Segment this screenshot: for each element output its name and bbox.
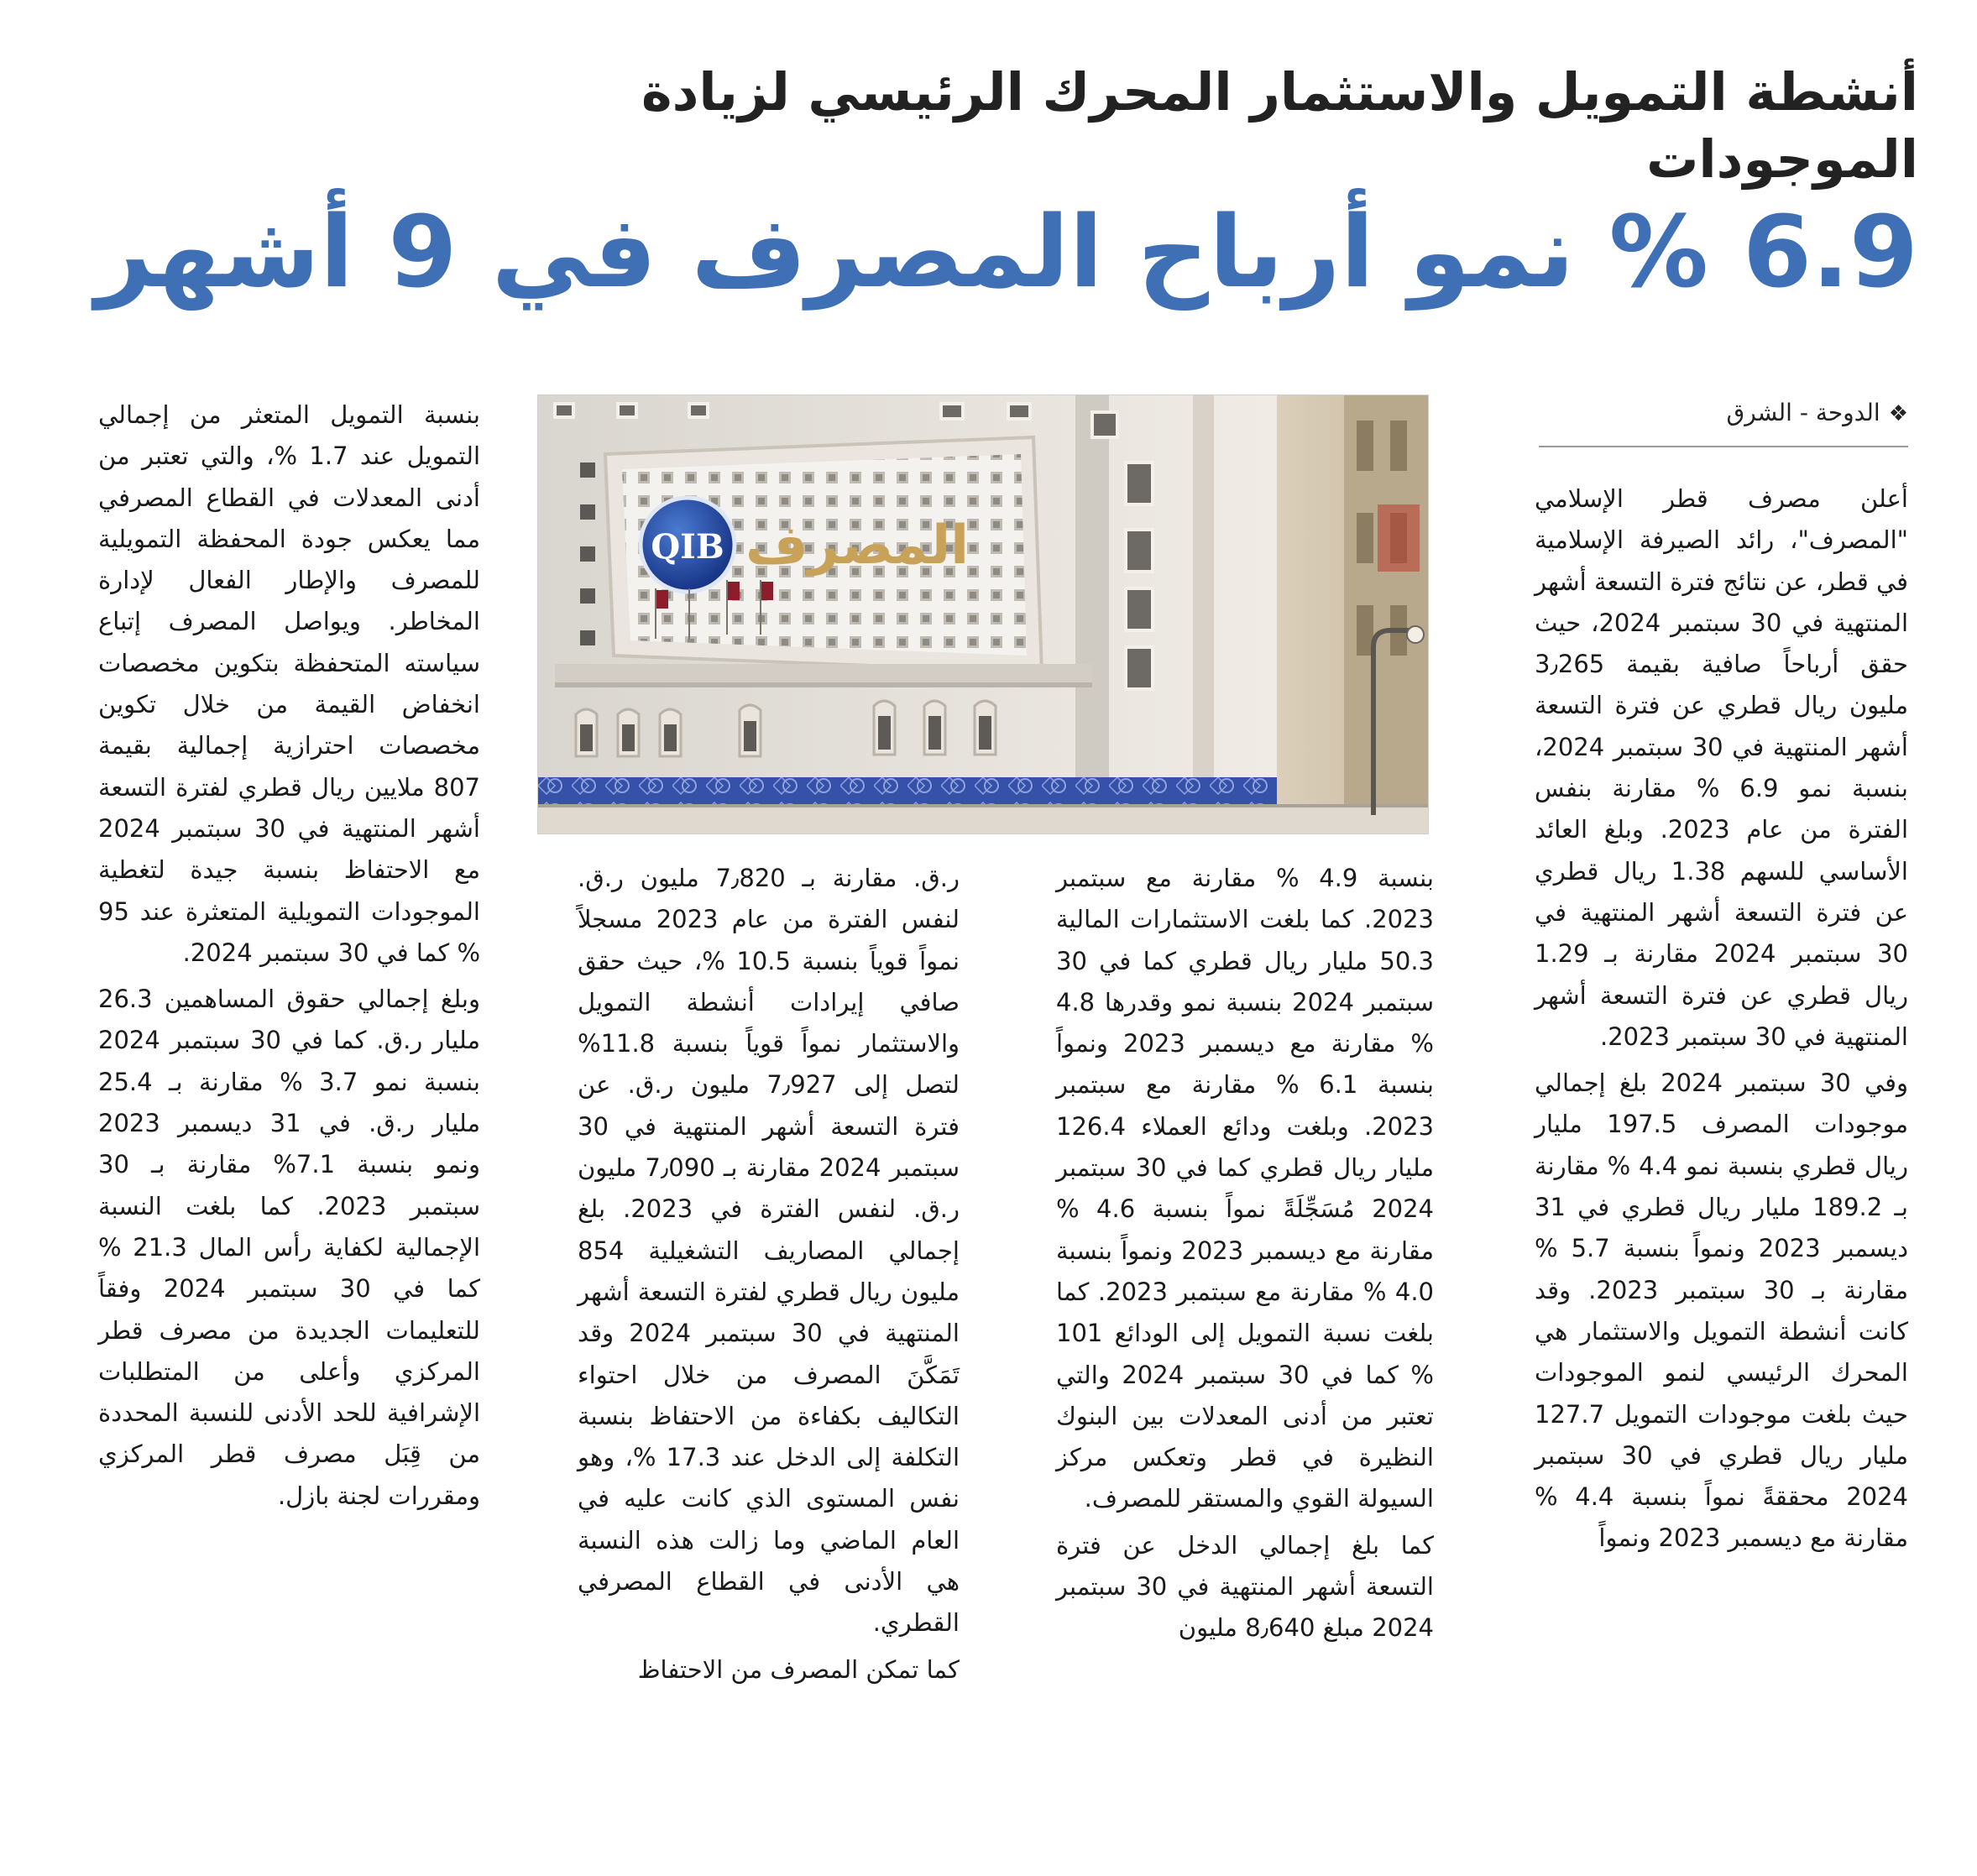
paragraph: وبلغ إجمالي حقوق المساهمين 26.3 مليار ر.ق. كما في 30 سبتمبر 2024 بنسبة نمو 3.7 % مقارنة بـ 25.4 مليار ر.ق. في 31 ديسمبر 2023 ونمو بنسبة 7.1% مقارنة بـ 30 سبتمبر 2023. كما بلغت النسبة الإجمالية لكفاية رأس المال 21.3 % كما في 30 سبتمبر 2024 وفقاً للتعليمات الجديدة من مصرف قطر المركزي وأعلى من المتطلبات الإشرافية للحد الأدنى للنسبة المحددة من قِبَل مصرف قطر المركزي ومقررات لجنة بازل. xyxy=(98,985,480,1510)
article-headline: 6.9 % نمو أرباح المصرف في 9 أشهر xyxy=(95,194,1918,310)
paragraph: ر.ق. مقارنة بـ 7٫820 مليون ر.ق. لنفس الفترة من عام 2023 مسجلاً نمواً قوياً بنسبة 10.5 %، حيث حقق صافي إيرادات أنشطة التمويل والاستثمار نمواً قوياً بنسبة 11.8% لتصل إلى 7٫927 مليون ر.ق. عن فترة التسعة أشهر المنتهية في 30 سبتمبر 2024 مقارنة بـ 7٫090 مليون ر.ق. لنفس الفترة في 2023. بلغ إجمالي المصاريف التشغيلية 854 مليون ريال قطري لفترة التسعة أشهر المنتهية في 30 سبتمبر 2024 وقد تَمَكَّنَ المصرف من خلال احتواء التكاليف بكفاءة من الاحتفاظ بنسبة التكلفة إلى الدخل عند 17.3 %، وهو نفس المستوى الذي كانت عليه في العام الماضي وما زالت هذه النسبة هي الأدنى في القطاع المصرفي القطري. xyxy=(578,864,960,1638)
paragraph: أعلن مصرف قطر الإسلامي "المصرف"، رائد الصيرفة الإسلامية في قطر، عن نتائج فترة التسعة أشهر المنتهية في 30 سبتمبر 2024، حيث حقق أرباحاً صافية بقيمة 3٫265 مليون ريال قطري عن فترة التسعة أشهر المنتهية في 30 سبتمبر 2024، بنسبة نمو 6.9 % مقارنة بنفس الفترة من عام 2023. وبلغ العائد الأساسي للسهم 1.38 ريال قطري عن فترة التسعة أشهر المنتهية في 30 سبتمبر 2024 مقارنة بـ 1.29 ريال قطري عن فترة التسعة أشهر المنتهية في 30 سبتمبر 2023. xyxy=(1535,484,1908,1051)
svg-text:QIB: QIB xyxy=(651,527,724,567)
article-column-4 xyxy=(98,395,480,1522)
article-column-2 xyxy=(1056,858,1434,1654)
paragraph: بنسبة التمويل المتعثر من إجمالي التمويل عند 1.7 %، والتي تعتبر من أدنى المعدلات في القطاع المصرفي مما يعكس جودة المحفظة التمويلية للمصرف والإطار الفعال لإدارة المخاطر. ويواصل المصرف إتباع سياسته المتحفظة بتكوين مخصصات انخفاض القيمة من خلال تكوين مخصصات احترازية إجمالية بقيمة 807 ملايين ريال قطري لفترة التسعة أشهر المنتهية في 30 سبتمبر 2024 مع الاحتفاظ بنسبة جيدة لتغطية الموجودات التمويلية المتعثرة عند 95 % كما في 30 سبتمبر 2024. xyxy=(98,400,480,967)
qib-logo xyxy=(641,498,735,592)
paragraph: وفي 30 سبتمبر 2024 بلغ إجمالي موجودات المصرف 197.5 مليار ريال قطري بنسبة نمو 4.4 % مقارنة بـ 189.2 مليار ريال قطري في 31 ديسمبر 2023 ونمواً بنسبة 5.7 % مقارنة بـ 30 سبتمبر 2023. وقد كانت أنشطة التمويل والاستثمار هي المحرك الرئيسي لنمو الموجودات حيث بلغت موجودات التمويل 127.7 مليار ريال قطري في 30 سبتمبر 2024 محققةً نمواً بنسبة 4.4 % مقارنة مع ديسمبر 2023 ونمواً xyxy=(1535,1069,1909,1553)
dateline xyxy=(1539,396,1908,447)
diamond-bullet-icon: ❖ xyxy=(1888,401,1908,426)
dateline-text: الدوحة - الشرق xyxy=(1726,399,1880,426)
article-column-3 xyxy=(578,858,960,1696)
paragraph: كما تمكن المصرف من الاحتفاظ xyxy=(637,1654,960,1684)
paragraph: بنسبة 4.9 % مقارنة مع سبتمبر 2023. كما بلغت الاستثمارات المالية 50.3 مليار ريال قطري كما في 30 سبتمبر 2024 بنسبة نمو وقدرها 4.8 % مقارنة مع ديسمبر 2023 ونمواً بنسبة 6.1 % مقارنة مع سبتمبر 2023. وبلغت ودائع العملاء 126.4 مليار ريال قطري كما في 30 سبتمبر 2024 مُسَجِّلَةً نمواً بنسبة 4.6 % مقارنة مع ديسمبر 2023 ونمواً بنسبة 4.0 % مقارنة مع سبتمبر 2023. كما بلغت نسبة التمويل إلى الودائع 101 % كما في 30 سبتمبر 2024 والتي تعتبر من أدنى المعدلات بين البنوك النظيرة في قطر وتعكس مركز السيولة القوي والمستقر للمصرف. xyxy=(1056,864,1434,1513)
bank-building-photo xyxy=(537,395,1429,834)
paragraph: كما بلغ إجمالي الدخل عن فترة التسعة أشهر المنتهية في 30 سبتمبر 2024 مبلغ 8٫640 مليون xyxy=(1056,1530,1434,1643)
article-kicker: أنشطة التمويل والاستثمار المحرك الرئيسي لزيادة الموجودات xyxy=(641,61,1918,190)
article-column-1 xyxy=(1535,478,1908,1565)
bank-sign-text: المصرف xyxy=(745,515,970,577)
